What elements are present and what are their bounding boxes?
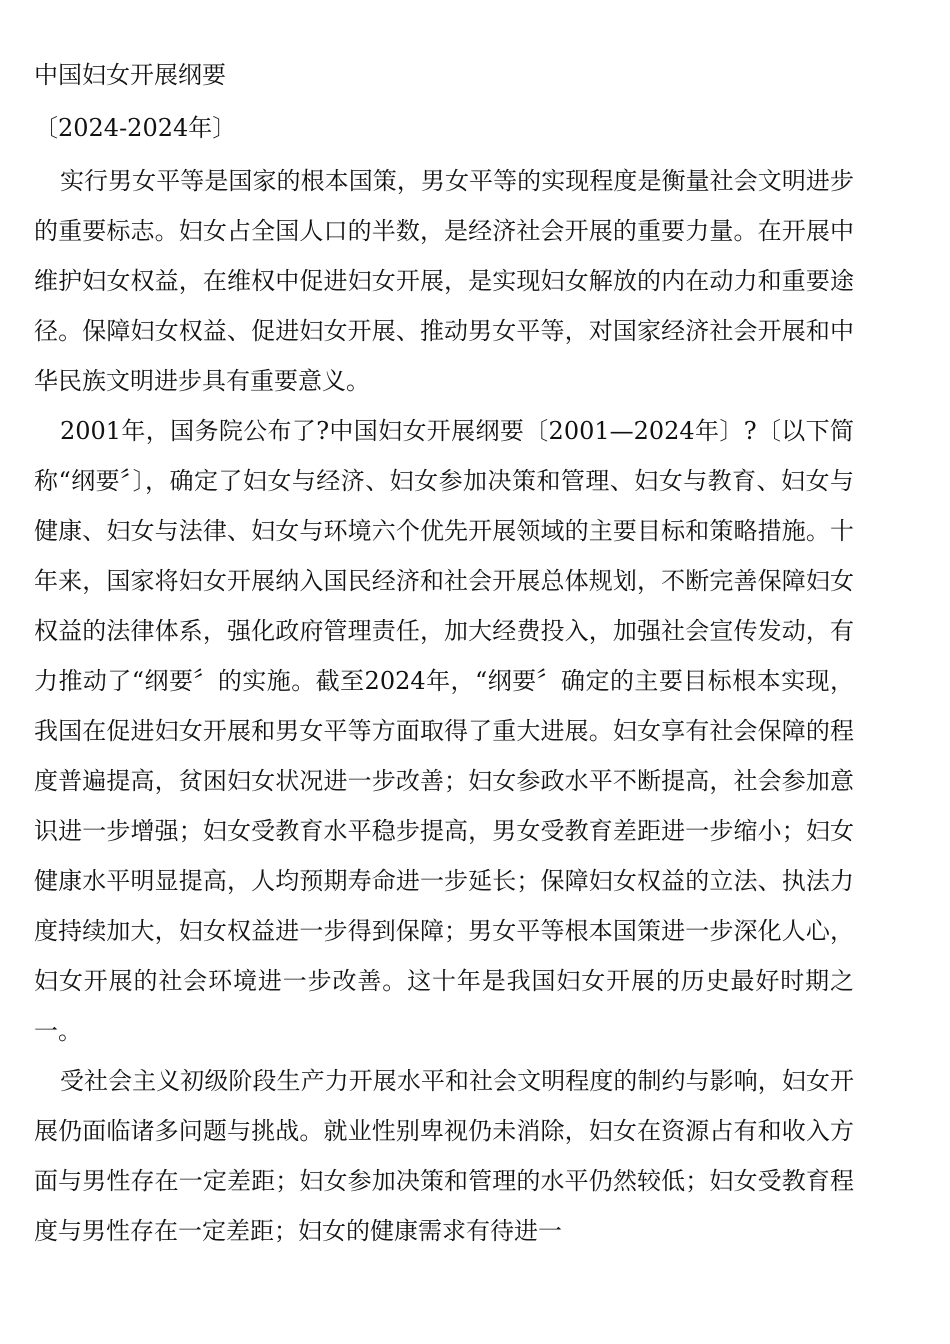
paragraph-progress: 2001年，国务院公布了?中国妇女开展纲要〔2001—2024年〕?〔以下简称“纲要〞〕，确定了妇女与经济、妇女参加决策和管理、妇女与教育、妇女与健康、妇女与法律、妇女与环境六个优先开展领域的主要目标和策略措施。十年来，国家将妇女开展纳入国民经济和社会开展总体规划，不断完善保障妇女权益的法律体系，强化政府管理责任，加大经费投入，加强社会宣传发动，有力推动了“纲要〞的实施。截至2024年，“纲要〞确定的主要目标根本实现，我国在促进妇女开展和男女平等方面取得了重大进展。妇女享有社会保障的程度普遍提高，贫困妇女状况进一步改善；妇女参政水平不断提高，社会参加意识进一步增强；妇女受教育水平稳步提高，男女受教育差距进一步缩小；妇女健康水平明显提高，人均预期寿命进一步延长；保障妇女权益的立法、执法力度持续加大，妇女权益进一步得到保障；男女平等根本国策进一步深化人心，妇女开展的社会环境进一步改善。这十年是我国妇女开展的历史最好时期之一。 [34,417,854,1045]
document-title: 中国妇女开展纲要 [34,61,226,89]
paragraph-intro: 实行男女平等是国家的根本国策，男女平等的实现程度是衡量社会文明进步的重要标志。妇女占全国人口的半数，是经济社会开展的重要力量。在开展中维护妇女权益，在维权中促进妇女开展，是实现妇女解放的内在动力和重要途径。保障妇女权益、促进妇女开展、推动男女平等，对国家经济社会开展和中华民族文明进步具有重要意义。 [34,167,854,395]
document-body [34,56,854,1256]
paragraph-challenges: 受社会主义初级阶段生产力开展水平和社会文明程度的制约与影响，妇女开展仍面临诸多问题与挑战。就业性别卑视仍未消除，妇女在资源占有和收入方面与男性存在一定差距；妇女参加决策和管理的水平仍然较低；妇女受教育程度与男性存在一定差距；妇女的健康需求有待进一 [34,1067,854,1245]
document-subtitle: 〔2024-2024年〕 [34,114,237,142]
